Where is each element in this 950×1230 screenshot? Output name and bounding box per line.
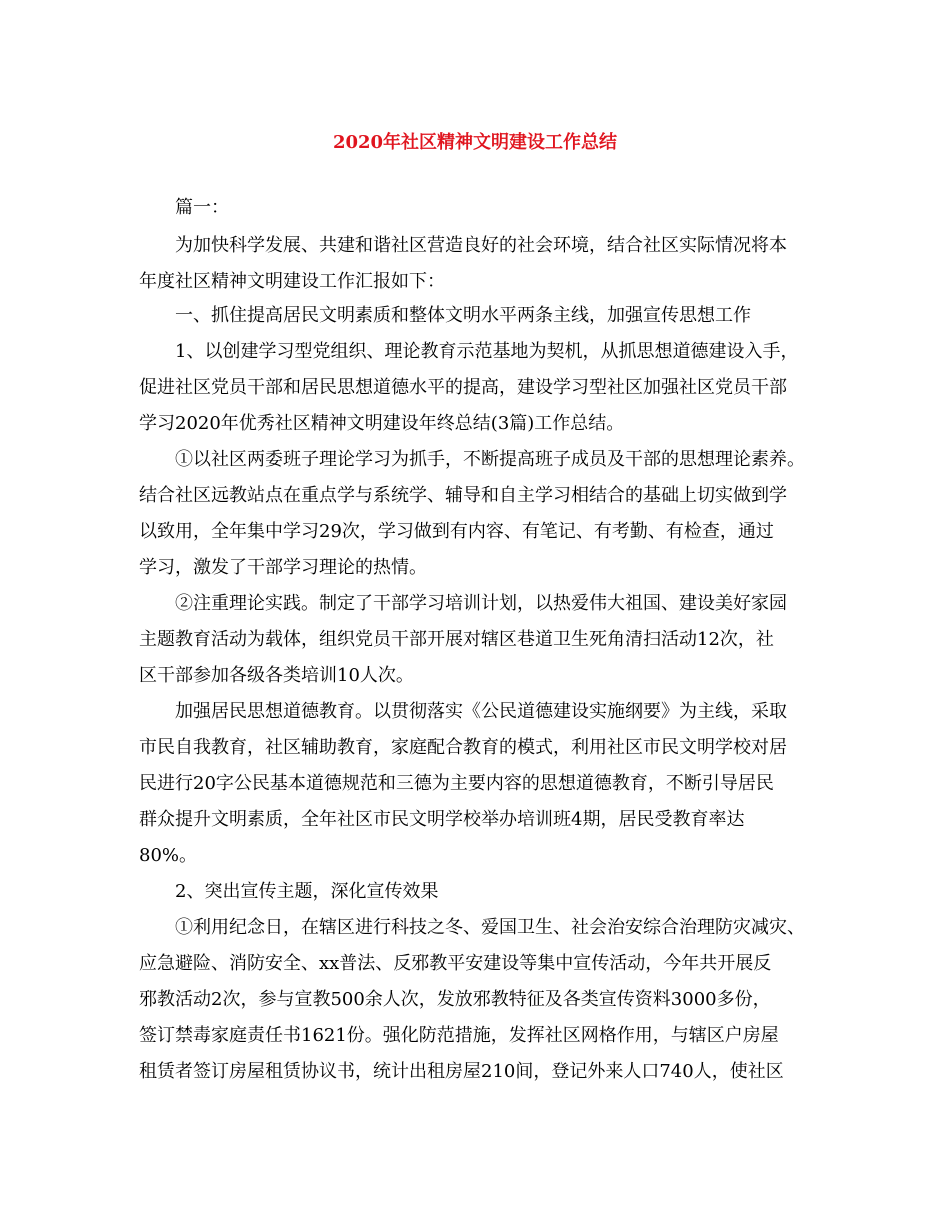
body-line: 1、以创建学习型党组织、理论教育示范基地为契机，从抓思想道德建设入手， (175, 341, 799, 362)
document-title: 2020年社区精神文明建设工作总结 (332, 132, 618, 153)
body-line: 为加快科学发展、共建和谐社区营造良好的社会环境，结合社区实际情况将本 (175, 235, 787, 256)
body-line: 80%。 (139, 845, 198, 866)
body-line: 学习，激发了干部学习理论的热情。 (139, 557, 427, 578)
body-line: 民进行20字公民基本道德规范和三德为主要内容的思想道德教育，不断引导居民 (139, 773, 774, 794)
body-line: 一、抓住提高居民文明素质和整体文明水平两条主线，加强宣传思想工作 (175, 305, 751, 326)
body-line: 结合社区远教站点在重点学与系统学、辅导和自主学习相结合的基础上切实做到学 (139, 485, 787, 506)
body-line: 篇一： (175, 197, 229, 218)
body-line: 应急避险、消防安全、xx普法、反邪教平安建设等集中宣传活动，今年共开展反 (139, 953, 772, 974)
body-line: 以致用，全年集中学习29次，学习做到有内容、有笔记、有考勤、有检查，通过 (139, 521, 774, 542)
body-line: 签订禁毒家庭责任书1621份。强化防范措施，发挥社区网格作用，与辖区户房屋 (139, 1025, 779, 1046)
body-line: 加强居民思想道德教育。以贯彻落实《公民道德建设实施纲要》为主线，采取 (175, 701, 787, 722)
body-line: 群众提升文明素质，全年社区市民文明学校举办培训班4期，居民受教育率达 (139, 809, 745, 830)
body-line: ①利用纪念日，在辖区进行科技之冬、爱国卫生、社会治安综合治理防灾减灾、 (175, 917, 805, 938)
body-line: 学习2020年优秀社区精神文明建设年终总结(3篇)工作总结。 (139, 413, 625, 434)
body-line: 主题教育活动为载体，组织党员干部开展对辖区巷道卫生死角清扫活动12次，社 (139, 629, 774, 650)
body-line: 租赁者签订房屋租赁协议书，统计出租房屋210间，登记外来人口740人，使社区 (139, 1061, 784, 1082)
body-line: 2、突出宣传主题，深化宣传效果 (175, 881, 439, 902)
body-line: 市民自我教育，社区辅助教育，家庭配合教育的模式，利用社区市民文明学校对居 (139, 737, 787, 758)
body-line: 促进社区党员干部和居民思想道德水平的提高，建设学习型社区加强社区党员干部 (139, 377, 787, 398)
body-line: 邪教活动2次，参与宣教500余人次，发放邪教特征及各类宣传资料3000多份， (139, 989, 771, 1010)
body-line: ②注重理论实践。制定了干部学习培训计划，以热爱伟大祖国、建设美好家园 (175, 593, 787, 614)
body-line: ①以社区两委班子理论学习为抓手，不断提高班子成员及干部的思想理论素养。 (175, 449, 805, 470)
body-line: 年度社区精神文明建设工作汇报如下： (139, 271, 445, 292)
body-line: 区干部参加各级各类培训10人次。 (139, 665, 414, 686)
